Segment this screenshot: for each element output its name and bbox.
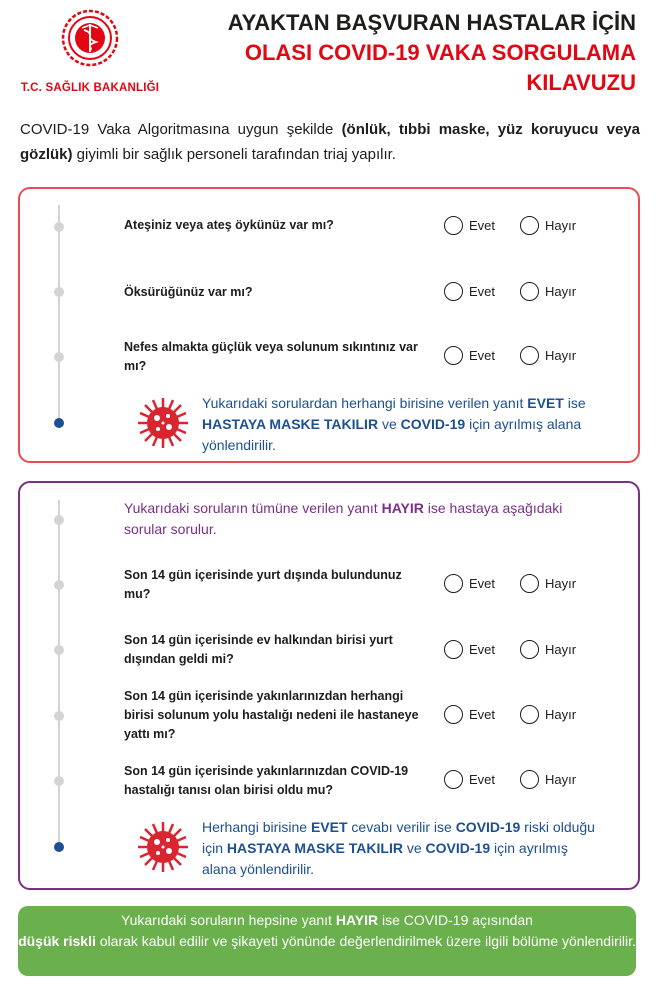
intro-text: ise hastaya aşağıdaki sorular sorulur. [124,500,563,537]
timeline-dot [54,352,64,362]
radio-circle [520,346,539,365]
question-abroad: Son 14 gün içerisinde yurt dışında bulundunuz mu? [124,568,402,601]
title-line-3: KILAVUZU [526,70,636,95]
radio-label: Hayır [545,576,577,591]
intro-equipment: (önlük, tıbbi maske, yüz koruyucu veya gözlük) [20,121,640,163]
banner-emphasis: HAYIR [335,912,379,928]
breathing-no-radio[interactable] [520,346,576,365]
timeline-dot [54,580,64,590]
household-no-radio[interactable] [520,640,576,659]
note-text: ve [378,416,401,432]
banner-text: ise COVID-19 açısından [378,912,533,928]
covid-contact-no-radio[interactable] [520,770,576,789]
ministry-name: T.C. SAĞLIK BAKANLIĞI [20,82,160,94]
title-line-2: OLASI COVID-19 VAKA SORGULAMA [244,40,636,65]
radio-circle [520,282,539,301]
note-emphasis: COVID-19 [425,840,491,856]
virus-icon [136,820,190,874]
radio-circle [520,705,539,724]
radio-label: Evet [469,707,496,722]
note-emphasis: EVET [310,819,348,835]
radio-label: Evet [469,348,496,363]
timeline-dot [54,645,64,655]
note-text: için ayrılmış alana yönlendirilir. [202,840,568,877]
radio-label: Hayır [545,772,577,787]
question-hospitalized: Son 14 gün içerisinde yakınlarınızdan herhangi birisi solunum yolu hastalığı nedeni ile hastaneye yattı mı? [124,689,419,741]
radio-label: Evet [469,218,496,233]
radio-label: Evet [469,576,496,591]
radio-circle [520,770,539,789]
note-text: için ayrılmış alana yönlendirilir. [202,416,582,453]
radio-circle [520,216,539,235]
note-text: cevabı verilir ise [347,819,456,835]
question-cough: Öksürüğünüz var mı? [124,285,253,299]
timeline-dot [54,711,64,721]
ministry-emblem-icon [60,8,120,68]
radio-label: Hayır [545,218,577,233]
question-fever: Ateşiniz veya ateş öykünüz var mı? [124,218,334,232]
note-emphasis: COVID-19 [400,416,466,432]
intro-text: Yukarıdaki soruların tümüne verilen yanıt [124,500,382,516]
cough-no-radio[interactable] [520,282,576,301]
abroad-no-radio[interactable] [520,574,576,593]
radio-circle [444,770,463,789]
breathing-yes-radio[interactable] [444,346,495,365]
note-emphasis: COVID-19 [455,819,521,835]
note-text: riski olduğu için [202,819,595,856]
mask-instruction-note [202,393,602,456]
page-title [228,8,636,98]
radio-label: Hayır [545,707,577,722]
radio-circle [444,282,463,301]
intro-text-end: giyimli bir sağlık personeli tarafından triaj yapılır. [72,146,396,163]
note-text: Herhangi birisine [202,819,311,835]
low-risk-banner [18,906,636,976]
intro-text: COVID-19 Vaka Algoritmasına uygun şekilde [20,121,342,138]
banner-text: olarak kabul edilir ve şikayeti yönünde değerlendirilmek üzere ilgili bölüme yönlendirilir. [95,933,636,949]
note-emphasis: EVET [527,395,564,411]
timeline-dot [54,515,64,525]
intro-paragraph [20,117,640,167]
note-text: ise [563,395,586,411]
timeline-dot [54,776,64,786]
timeline-dot [54,287,64,297]
radio-circle [444,574,463,593]
hospitalized-no-radio[interactable] [520,705,576,724]
radio-label: Evet [469,642,496,657]
risk-instruction-note [202,817,602,880]
banner-text: Yukarıdaki soruların hepsine yanıt [121,912,336,928]
timeline-line [58,205,60,427]
cough-yes-radio[interactable] [444,282,495,301]
radio-label: Hayır [545,284,577,299]
timeline-dot [54,222,64,232]
virus-icon [136,396,190,450]
note-emphasis: HASTAYA MASKE TAKILIR [226,840,403,856]
timeline-end-dot [54,842,64,852]
question-covid-contact: Son 14 gün içerisinde yakınlarınızdan COVID-19 hastalığı tanısı olan birisi oldu mu? [124,764,409,797]
radio-label: Evet [469,284,496,299]
radio-label: Evet [469,772,496,787]
note-emphasis: HASTAYA MASKE TAKILIR [202,416,379,432]
intro-emphasis: HAYIR [381,500,424,516]
hospitalized-yes-radio[interactable] [444,705,495,724]
radio-circle [520,574,539,593]
question-household: Son 14 gün içerisinde ev halkından birisi yurt dışından geldi mi? [124,633,393,666]
fever-yes-radio[interactable] [444,216,495,235]
radio-circle [444,705,463,724]
fever-no-radio[interactable] [520,216,576,235]
section2-intro [124,498,594,540]
timeline-end-dot [54,418,64,428]
title-line-1: AYAKTAN BAŞVURAN HASTALAR İÇİN [227,10,636,35]
radio-circle [520,640,539,659]
note-text: Yukarıdaki sorulardan herhangi birisine verilen yanıt [202,395,528,411]
ministry-logo [14,8,166,98]
radio-circle [444,346,463,365]
question-breathing: Nefes almakta güçlük veya solunum sıkıntınız var mı? [124,340,418,373]
radio-circle [444,216,463,235]
abroad-yes-radio[interactable] [444,574,495,593]
radio-label: Hayır [545,642,577,657]
note-text: ve [402,840,426,856]
radio-label: Hayır [545,348,577,363]
banner-emphasis: düşük riskli [18,933,96,949]
household-yes-radio[interactable] [444,640,495,659]
covid-contact-yes-radio[interactable] [444,770,495,789]
radio-circle [444,640,463,659]
timeline-line [58,500,60,848]
